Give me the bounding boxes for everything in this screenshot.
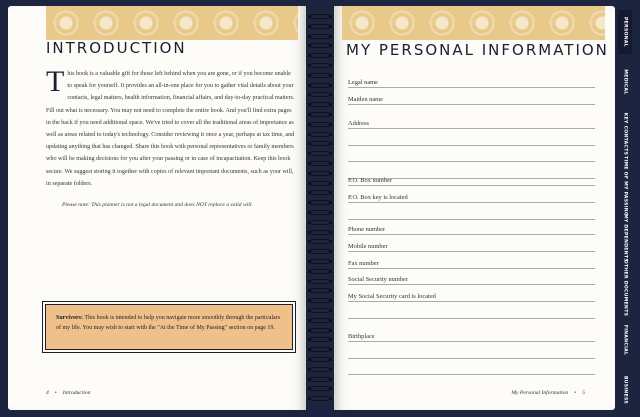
spiral-coil [308,249,332,255]
spiral-coil [308,259,332,265]
write-line[interactable] [348,284,595,285]
tab-label: BUSINESS [622,375,628,405]
spiral-coil [308,43,332,49]
spiral-coil [308,318,332,324]
spiral-coil [308,102,332,108]
write-line[interactable] [348,202,595,203]
footer-section: My Personal Information [511,390,569,396]
survivors-label: Survivors: [56,315,83,321]
spiral-coil [308,73,332,79]
tab-other-documents[interactable] [618,259,632,317]
field-label: Maiden name [348,96,383,103]
write-line[interactable] [348,268,595,269]
write-line[interactable] [348,301,595,302]
right-page [334,6,615,410]
spiral-coil [308,288,332,294]
write-line[interactable] [348,358,595,359]
spiral-coil [308,151,332,157]
form-field[interactable] [348,76,595,88]
spiral-coil [308,200,332,206]
write-line[interactable] [348,341,595,342]
write-line[interactable] [348,161,595,162]
field-label: P.O. Box key is located [348,194,408,201]
spiral-coil [308,337,332,343]
tab-time-of-my-passing[interactable] [618,156,632,216]
spiral-coil [308,141,332,147]
form-field[interactable] [348,191,595,203]
field-label: Mobile number [348,243,388,250]
form-field[interactable] [348,257,595,269]
survivors-text: This book is intended to help you navigate more smoothly through the particulars of my life. You may wish to start with the "At the Time of My Passing" section on page 19. [56,315,281,331]
form-field[interactable] [348,93,595,105]
field-label: Social Security number [348,276,408,283]
write-line[interactable] [348,145,595,146]
footer-section: Introduction [62,390,91,396]
spiral-coil [308,161,332,167]
spiral-coil [308,386,332,392]
spiral-coil [308,181,332,187]
form-field[interactable] [348,240,595,252]
spiral-coil [308,83,332,89]
spiral-coil [308,308,332,314]
page-number: 4 [46,390,49,396]
page-number: 5 [582,390,585,396]
form-field[interactable] [348,330,595,342]
spiral-coil [308,367,332,373]
write-line[interactable] [348,251,595,252]
write-line[interactable] [348,87,595,88]
tab-medical[interactable] [618,60,632,104]
bullet-icon: • [574,390,577,396]
spiral-coil [308,14,332,20]
spiral-coil [308,279,332,285]
page-title: MY PERSONAL INFORMATION [346,41,609,59]
form-field[interactable] [348,223,595,235]
spiral-coil [308,298,332,304]
tab-label: OTHER DOCUMENTS [622,259,628,317]
spiral-coil [308,396,332,402]
bullet-icon: • [54,390,57,396]
spiral-coil [308,377,332,383]
drop-cap: T [46,65,65,98]
spiral-coil [308,269,332,275]
right-footer [511,390,585,396]
spiral-coil [308,112,332,118]
spiral-coil [308,210,332,216]
spiral-coil [308,357,332,363]
tab-key-contacts[interactable] [618,112,632,156]
intro-paragraph [46,65,296,190]
tab-business[interactable] [618,368,632,412]
write-line[interactable] [348,185,595,186]
tab-my-dependents[interactable] [618,216,632,260]
spiral-coil [308,220,332,226]
spiral-coil [308,63,332,69]
field-label: Phone number [348,226,386,233]
form-field[interactable] [348,117,595,129]
field-label: Fax number [348,260,379,267]
survivors-box [45,304,293,350]
write-line[interactable] [348,128,595,129]
spiral-coil [308,34,332,40]
write-line[interactable] [348,234,595,235]
section-tabs [618,8,632,408]
legal-note: Please note: This planner is not a legal document and does NOT replace a valid will. [62,202,253,208]
tab-label: MY DEPENDENTS [622,214,628,262]
spiral-coil [308,24,332,30]
write-line[interactable] [348,318,595,319]
left-footer [46,390,91,396]
tab-label: FINANCIAL [622,324,628,356]
spiral-coil [308,171,332,177]
spiral-coil [308,239,332,245]
tab-label: MEDICAL [622,69,628,95]
field-label: Legal name [348,79,378,86]
field-label: Birthplace [348,333,375,340]
tab-personal[interactable] [618,10,632,54]
decorative-banner [342,6,605,40]
decorative-banner [46,6,298,40]
form-field[interactable] [348,273,595,285]
field-label: My Social Security card is located [348,293,436,300]
left-page [8,6,306,410]
tab-financial[interactable] [618,318,632,362]
write-line[interactable] [348,219,595,220]
spiral-coil [308,230,332,236]
tab-label: PERSONAL [622,17,628,47]
intro-text: his book is a valuable gift for those left behind when you are gone, or if you become unable to speak for yourself. It provides an all-in-one place for you to gather vital details about your contacts, legal matters, health information, financial affairs, and day-to-day practical matters. Fill out what is necessary. You may not need to complete the entire book. And you'll find extra pages in the back if you need additional space. We've tried to cover all the traditional areas of importance as well as areas related to today's technology. Consider reviewing it once a year, perhaps at tax time, and updating anything that has changed. Share this book with personal representatives or family members who will be making decisions for you after your passing or in case of incapacitation. Keep this book secure. We suggest storing it together with copies of relevant important documents, such as your will, in separate folders. [46,71,295,187]
spiral-coil [308,132,332,138]
field-label: P.O. Box number [348,177,393,184]
tab-label: TIME OF MY PASSING [622,156,628,216]
form-field[interactable] [348,174,595,186]
tab-label: KEY CONTACTS [622,112,628,156]
spiral-coil [308,92,332,98]
spiral-coil [308,53,332,59]
spiral-binding [306,8,334,408]
write-line[interactable] [348,104,595,105]
field-label: Address [348,120,369,127]
write-line[interactable] [348,374,595,375]
page-title: INTRODUCTION [46,39,187,57]
spiral-coil [308,328,332,334]
form-field[interactable] [348,290,595,302]
spiral-coil [308,347,332,353]
spiral-coil [308,122,332,128]
spiral-coil [308,190,332,196]
